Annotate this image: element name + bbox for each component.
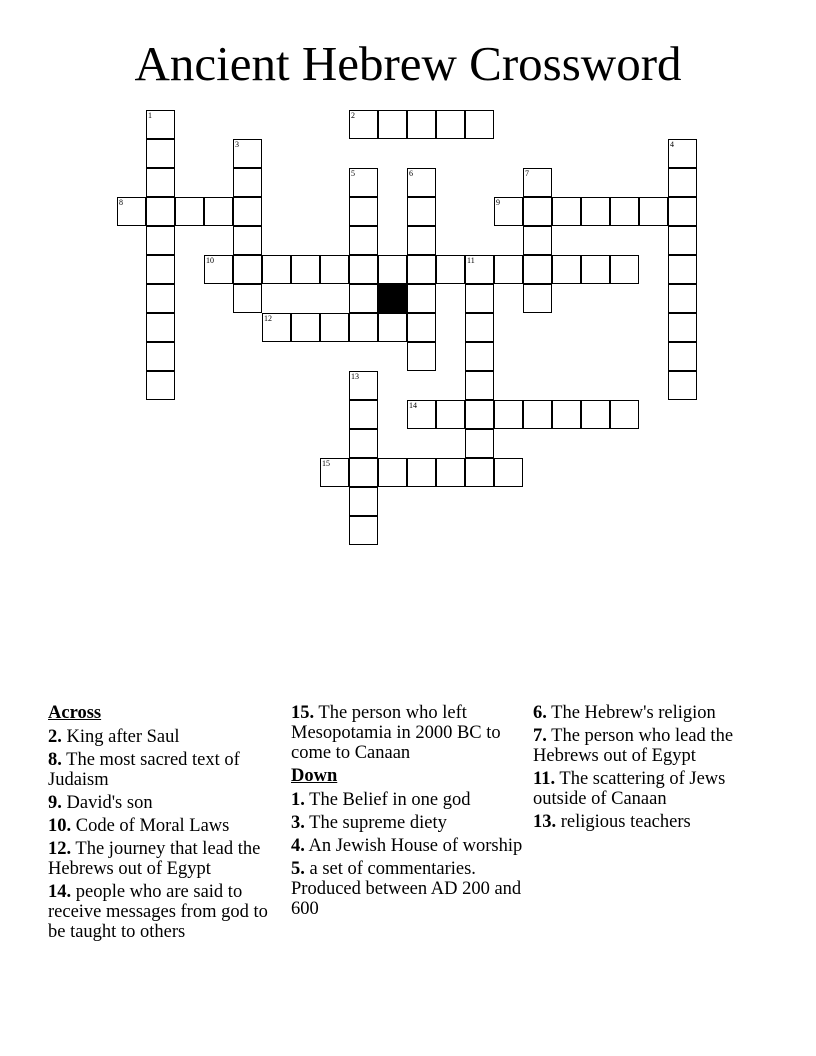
grid-cell[interactable] <box>523 255 552 284</box>
clue-number: 4 <box>670 140 674 149</box>
grid-cell[interactable] <box>146 226 175 255</box>
clue-across-9: 9. David's son <box>48 793 153 813</box>
grid-cell[interactable] <box>552 255 581 284</box>
grid-cell[interactable] <box>668 342 697 371</box>
grid-cell[interactable] <box>465 110 494 139</box>
grid-cell[interactable] <box>407 284 436 313</box>
grid-cell[interactable] <box>668 255 697 284</box>
grid-cell[interactable] <box>523 400 552 429</box>
grid-cell[interactable] <box>349 487 378 516</box>
grid-cell[interactable] <box>436 110 465 139</box>
grid-cell[interactable] <box>349 255 378 284</box>
grid-cell[interactable] <box>233 168 262 197</box>
grid-cell[interactable] <box>465 429 494 458</box>
grid-cell[interactable] <box>668 139 697 168</box>
grid-cell[interactable] <box>523 284 552 313</box>
grid-cell[interactable] <box>494 400 523 429</box>
grid-cell[interactable] <box>523 226 552 255</box>
clue-number: 13 <box>351 372 359 381</box>
clue-number: 9 <box>496 198 500 207</box>
grid-cell[interactable] <box>465 458 494 487</box>
grid-cell[interactable] <box>146 371 175 400</box>
clue-down-3: 3. The supreme diety <box>291 813 447 833</box>
grid-cell[interactable] <box>233 139 262 168</box>
clue-down-7: 7. The person who lead the Hebrews out of Egypt <box>533 726 734 766</box>
grid-cell[interactable] <box>262 313 291 342</box>
clue-across-12: 12. The journey that lead the Hebrews out of Egypt <box>48 839 261 879</box>
grid-cell[interactable] <box>320 255 349 284</box>
grid-cell[interactable] <box>320 458 349 487</box>
grid-cell[interactable] <box>204 197 233 226</box>
grid-cell[interactable] <box>378 313 407 342</box>
grid-cell[interactable] <box>523 197 552 226</box>
clue-number: 2 <box>351 111 355 120</box>
clue-across-15: 15. The person who left Mesopotamia in 2000 BC to come to Canaan <box>291 703 501 763</box>
grid-cell[interactable] <box>407 400 436 429</box>
grid-cell[interactable] <box>407 226 436 255</box>
grid-cell[interactable] <box>581 197 610 226</box>
clue-number: 3 <box>235 140 239 149</box>
grid-cell[interactable] <box>378 255 407 284</box>
clue-number: 10 <box>206 256 214 265</box>
grid-cell[interactable] <box>610 255 639 284</box>
grid-cell[interactable] <box>146 255 175 284</box>
grid-cell[interactable] <box>349 400 378 429</box>
grid-cell[interactable] <box>117 197 146 226</box>
grid-cell[interactable] <box>407 197 436 226</box>
grid-cell[interactable] <box>494 458 523 487</box>
grid-cell[interactable] <box>175 197 204 226</box>
clue-down-11: 11. The scattering of Jews outside of Canaan <box>533 769 726 809</box>
grid-cell[interactable] <box>668 197 697 226</box>
grid-cell[interactable] <box>262 255 291 284</box>
grid-cell[interactable] <box>349 313 378 342</box>
clue-across-8: 8. The most sacred text of Judaism <box>48 750 240 790</box>
clue-number: 6 <box>409 169 413 178</box>
clues-column-2 <box>291 703 526 922</box>
grid-cell[interactable] <box>320 313 349 342</box>
clue-number: 7 <box>525 169 529 178</box>
clue-number: 14 <box>409 401 417 410</box>
grid-cell[interactable] <box>146 110 175 139</box>
grid-cell[interactable] <box>610 400 639 429</box>
grid-cell[interactable] <box>378 458 407 487</box>
clue-down-1: 1. The Belief in one god <box>291 790 471 810</box>
black-cell <box>378 284 407 313</box>
grid-cell[interactable] <box>146 313 175 342</box>
grid-cell[interactable] <box>146 197 175 226</box>
clue-number: 15 <box>322 459 330 468</box>
grid-cell[interactable] <box>581 400 610 429</box>
grid-cell[interactable] <box>668 168 697 197</box>
crossword-grid <box>117 110 726 560</box>
grid-cell[interactable] <box>349 371 378 400</box>
clue-across-10: 10. Code of Moral Laws <box>48 816 230 836</box>
clue-number: 5 <box>351 169 355 178</box>
grid-cell[interactable] <box>465 284 494 313</box>
grid-cell[interactable] <box>233 255 262 284</box>
grid-cell[interactable] <box>668 313 697 342</box>
grid-cell[interactable] <box>407 342 436 371</box>
grid-cell[interactable] <box>146 139 175 168</box>
clues-column-1 <box>48 703 278 945</box>
grid-cell[interactable] <box>349 110 378 139</box>
grid-cell[interactable] <box>291 255 320 284</box>
grid-cell[interactable] <box>465 400 494 429</box>
grid-cell[interactable] <box>465 342 494 371</box>
clue-number: 1 <box>148 111 152 120</box>
clue-down-6: 6. The Hebrew's religion <box>533 703 716 723</box>
grid-cell[interactable] <box>668 226 697 255</box>
grid-cell[interactable] <box>349 168 378 197</box>
grid-cell[interactable] <box>494 255 523 284</box>
grid-cell[interactable] <box>407 110 436 139</box>
grid-cell[interactable] <box>291 313 320 342</box>
grid-cell[interactable] <box>233 197 262 226</box>
grid-cell[interactable] <box>436 400 465 429</box>
grid-cell[interactable] <box>610 197 639 226</box>
grid-cell[interactable] <box>233 284 262 313</box>
page-title: Ancient Hebrew Crossword <box>134 36 682 91</box>
grid-cell[interactable] <box>349 284 378 313</box>
down-heading: Down <box>291 766 338 786</box>
grid-cell[interactable] <box>146 284 175 313</box>
grid-cell[interactable] <box>349 516 378 545</box>
clue-down-13: 13. religious teachers <box>533 812 691 832</box>
grid-cell[interactable] <box>146 342 175 371</box>
grid-cell[interactable] <box>378 110 407 139</box>
grid-cell[interactable] <box>349 197 378 226</box>
clue-number: 8 <box>119 198 123 207</box>
grid-cell[interactable] <box>349 458 378 487</box>
grid-cell[interactable] <box>436 255 465 284</box>
grid-cell[interactable] <box>204 255 233 284</box>
grid-cell[interactable] <box>407 255 436 284</box>
clue-number: 11 <box>467 256 475 265</box>
grid-cell[interactable] <box>407 458 436 487</box>
grid-cell[interactable] <box>146 168 175 197</box>
grid-cell[interactable] <box>552 400 581 429</box>
grid-cell[interactable] <box>407 168 436 197</box>
grid-cell[interactable] <box>494 197 523 226</box>
grid-cell[interactable] <box>668 371 697 400</box>
grid-cell[interactable] <box>639 197 668 226</box>
grid-cell[interactable] <box>523 168 552 197</box>
grid-cell[interactable] <box>349 226 378 255</box>
grid-cell[interactable] <box>233 226 262 255</box>
clue-across-14: 14. people who are said to receive messages from god to be taught to others <box>48 882 268 942</box>
grid-cell[interactable] <box>668 284 697 313</box>
grid-cell[interactable] <box>581 255 610 284</box>
grid-cell[interactable] <box>552 197 581 226</box>
grid-cell[interactable] <box>465 313 494 342</box>
clues-column-3 <box>533 703 773 835</box>
across-heading: Across <box>48 703 102 723</box>
clue-across-2: 2. King after Saul <box>48 727 180 747</box>
clue-number: 12 <box>264 314 272 323</box>
grid-cell[interactable] <box>349 429 378 458</box>
clue-down-5: 5. a set of commentaries. Produced between AD 200 and 600 <box>291 859 522 919</box>
grid-cell[interactable] <box>436 458 465 487</box>
grid-cell[interactable] <box>465 371 494 400</box>
clue-down-4: 4. An Jewish House of worship <box>291 836 523 856</box>
grid-cell[interactable] <box>465 255 494 284</box>
grid-cell[interactable] <box>407 313 436 342</box>
